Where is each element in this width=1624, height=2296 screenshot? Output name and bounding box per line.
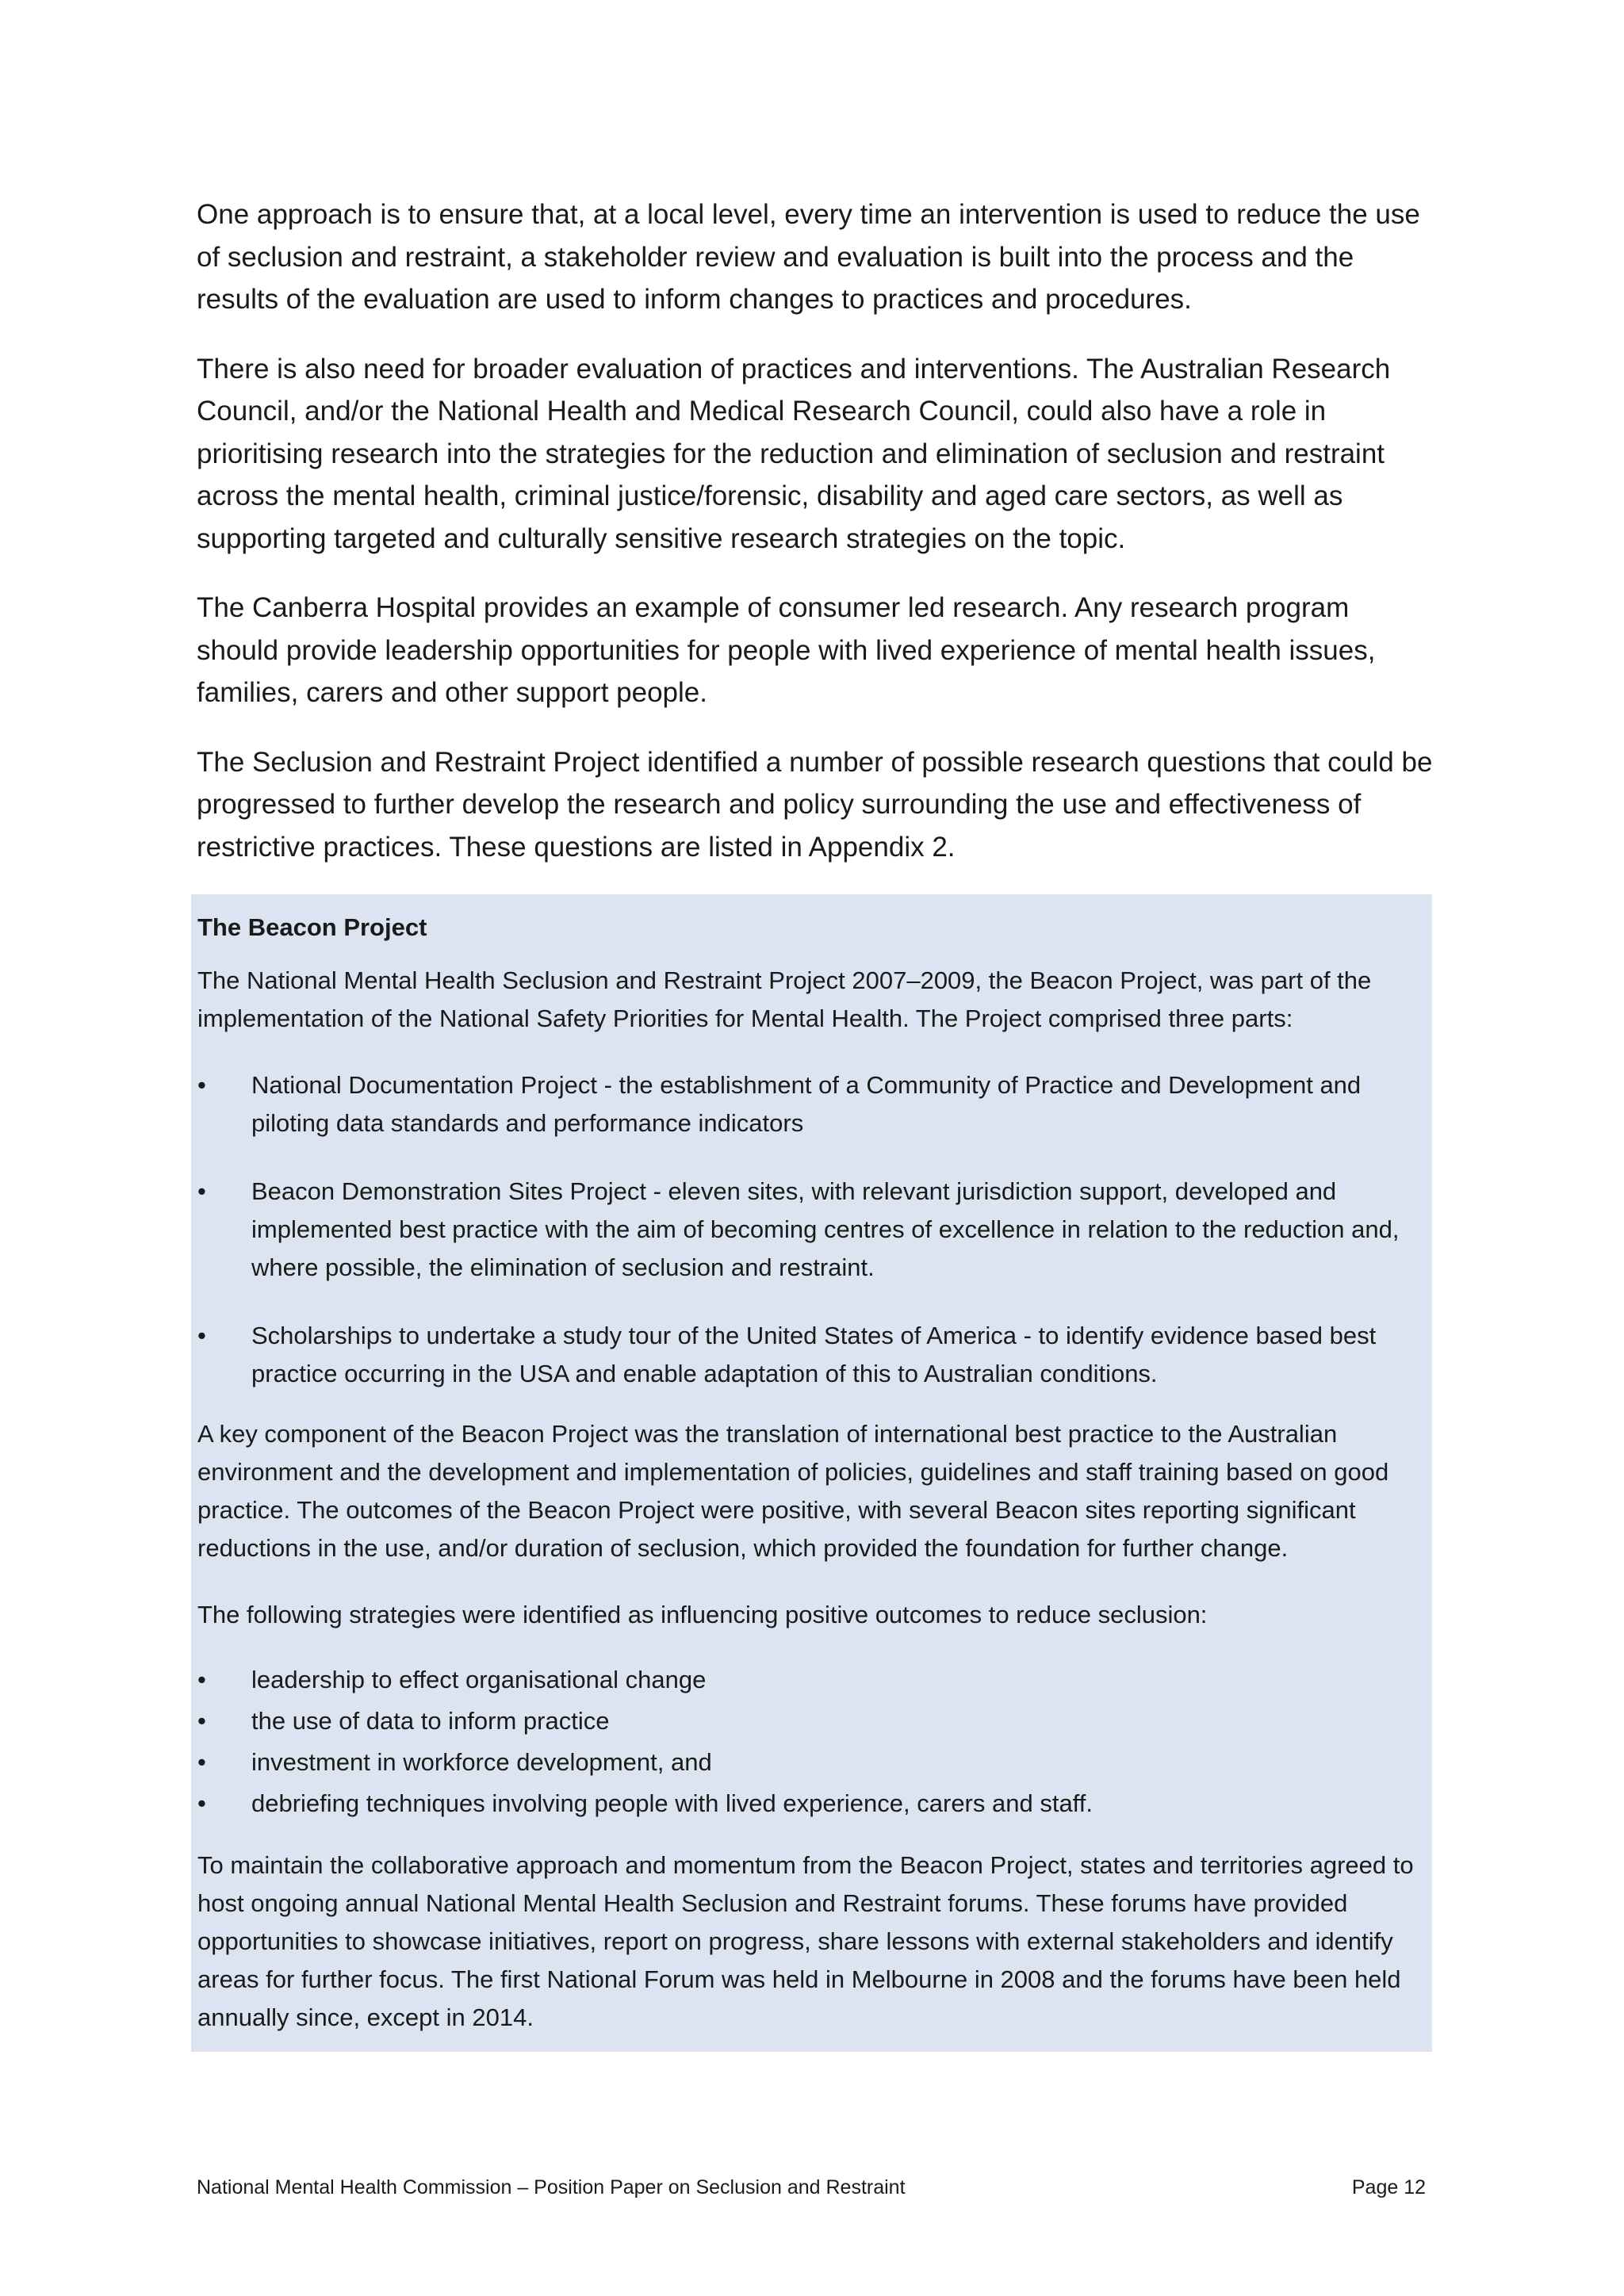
beacon-key-component: A key component of the Beacon Project was the translation of international best practice to the Australian environment and the development and implementation of policies, guidelines and staff training based on good practice. The outcomes of the Beacon Project were positive, with several Beacon sites reporting significant reductions in the use, and/or duration of seclusion, which provided the foundation for further change. bbox=[197, 1420, 1389, 1562]
bullet-icon: • bbox=[197, 1322, 206, 1349]
bullet-icon: • bbox=[197, 1177, 206, 1205]
beacon-closing: To maintain the collaborative approach and momentum from the Beacon Project, states and territories agreed to host ongoing annual National Mental Health Seclusion and Restraint forums. These forums have provided opportunities to showcase initiatives, report on progress, share lessons with external stakeholders and identify areas for further focus. The first National Forum was held in Melbourne in 2008 and the forums have been held annually since, except in 2014. bbox=[197, 1851, 1414, 2031]
strategies-intro: The following strategies were identified as influencing positive outcomes to reduce seclusion: bbox=[197, 1601, 1208, 1628]
beacon-project-content bbox=[197, 894, 1431, 2037]
paragraph-research-questions: The Seclusion and Restraint Project identified a number of possible research questions that could be progressed to further develop the research and policy surrounding the use and effectiveness of restrictive practices. These questions are listed in Appendix 2. bbox=[197, 746, 1433, 863]
beacon-project-box bbox=[191, 894, 1432, 2052]
paragraph-canberra-hospital: The Canberra Hospital provides an example of consumer led research. Any research program should provide leadership opportunities for people with lived experience of mental health issues, families, carers and other support people. bbox=[197, 592, 1376, 708]
main-text bbox=[197, 193, 1434, 895]
list-item: • Scholarships to undertake a study tour of the United States of America - to identify evidence based best practice occurring in the USA and enable adaptation of this to Australian conditions. bbox=[197, 1317, 1431, 1393]
page-number: Page 12 bbox=[1351, 2176, 1426, 2198]
bullet-icon: • bbox=[197, 1789, 206, 1817]
strategies-list bbox=[197, 1661, 1431, 1823]
beacon-project-title: The Beacon Project bbox=[197, 913, 427, 941]
paragraph-broader-evaluation: There is also need for broader evaluation of practices and interventions. The Australian Research Council, and/or the National Health and Medical Research Council, could also have a role in prioritising research into the strategies for the reduction and elimination of seclusion and restraint across the mental health, criminal justice/forensic, disability and aged care sectors, as well as supporting targeted and culturally sensitive research strategies on the topic. bbox=[197, 353, 1391, 554]
bullet-icon: • bbox=[197, 1707, 206, 1735]
beacon-project-intro: The National Mental Health Seclusion and Restraint Project 2007–2009, the Beacon Project, was part of the implementation of the National Safety Priorities for Mental Health. The Project comprised three parts: bbox=[197, 966, 1372, 1032]
bullet-icon: • bbox=[197, 1748, 206, 1776]
list-item: • leadership to effect organisational change bbox=[197, 1661, 1431, 1699]
beacon-project-parts-list bbox=[197, 1066, 1431, 1393]
page-footer bbox=[197, 2174, 1426, 2201]
footer-title: National Mental Health Commission – Position Paper on Seclusion and Restraint bbox=[197, 2176, 906, 2198]
bullet-icon: • bbox=[197, 1666, 206, 1693]
list-item: • National Documentation Project - the establishment of a Community of Practice and Development and piloting data standards and performance indicators bbox=[197, 1066, 1431, 1142]
list-item: • investment in workforce development, and bbox=[197, 1743, 1431, 1781]
bullet-icon: • bbox=[197, 1071, 206, 1099]
list-item: • the use of data to inform practice bbox=[197, 1702, 1431, 1740]
list-item: • debriefing techniques involving people with lived experience, carers and staff. bbox=[197, 1785, 1431, 1823]
paragraph-local-review: One approach is to ensure that, at a local level, every time an intervention is used to reduce the use of seclusion and restraint, a stakeholder review and evaluation is built into the process and the results of the evaluation are used to inform changes to practices and procedures. bbox=[197, 199, 1420, 315]
list-item: • Beacon Demonstration Sites Project - eleven sites, with relevant jurisdiction support, developed and implemented best practice with the aim of becoming centres of excellence in relation to the reduction and, where possible, the elimination of seclusion and restraint. bbox=[197, 1173, 1431, 1287]
